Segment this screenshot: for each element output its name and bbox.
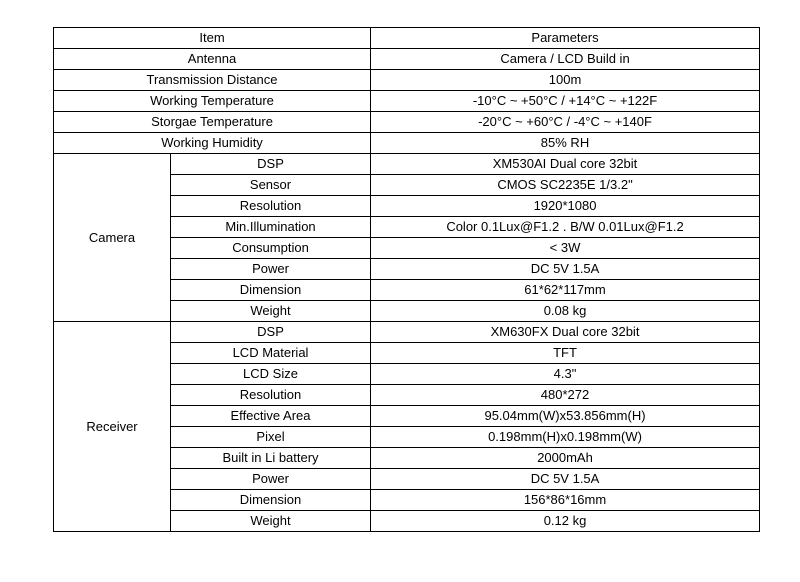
table-row: [54, 133, 760, 154]
row-value: 85% RH: [371, 133, 760, 154]
row-label: Power: [171, 259, 371, 280]
row-value: TFT: [371, 343, 760, 364]
row-value: DC 5V 1.5A: [371, 469, 760, 490]
row-label: Dimension: [171, 490, 371, 511]
row-value: -20°C ~ +60°C / -4°C ~ +140F: [371, 112, 760, 133]
table-row: [54, 322, 760, 343]
row-value: Camera / LCD Build in: [371, 49, 760, 70]
row-label: Pixel: [171, 427, 371, 448]
row-value: 2000mAh: [371, 448, 760, 469]
row-label: Weight: [171, 511, 371, 532]
row-label: Min.Illumination: [171, 217, 371, 238]
row-value: 0.198mm(H)x0.198mm(W): [371, 427, 760, 448]
row-label: Dimension: [171, 280, 371, 301]
row-label: Transmission Distance: [54, 70, 371, 91]
spec-table: [53, 27, 760, 532]
row-value: XM630FX Dual core 32bit: [371, 322, 760, 343]
row-value: 61*62*117mm: [371, 280, 760, 301]
row-value: -10°C ~ +50°C / +14°C ~ +122F: [371, 91, 760, 112]
row-value: CMOS SC2235E 1/3.2": [371, 175, 760, 196]
header-item: Item: [54, 28, 371, 49]
group-label-camera: Camera: [54, 154, 171, 322]
row-label: Effective Area: [171, 406, 371, 427]
row-label: DSP: [171, 322, 371, 343]
row-value: 95.04mm(W)x53.856mm(H): [371, 406, 760, 427]
row-label: Resolution: [171, 385, 371, 406]
row-value: 156*86*16mm: [371, 490, 760, 511]
table-row: [54, 91, 760, 112]
row-label: DSP: [171, 154, 371, 175]
table-row: [54, 154, 760, 175]
row-label: Storgae Temperature: [54, 112, 371, 133]
row-label: LCD Size: [171, 364, 371, 385]
table-row: [54, 70, 760, 91]
row-label: Consumption: [171, 238, 371, 259]
group-label-receiver: Receiver: [54, 322, 171, 532]
row-value: < 3W: [371, 238, 760, 259]
row-label: Power: [171, 469, 371, 490]
table-row: [54, 49, 760, 70]
row-label: Sensor: [171, 175, 371, 196]
row-value: 0.12 kg: [371, 511, 760, 532]
table-header-row: [54, 28, 760, 49]
table-row: [54, 112, 760, 133]
header-parameters: Parameters: [371, 28, 760, 49]
row-label: Resolution: [171, 196, 371, 217]
row-label: Working Humidity: [54, 133, 371, 154]
row-value: 0.08 kg: [371, 301, 760, 322]
row-value: DC 5V 1.5A: [371, 259, 760, 280]
row-value: 4.3": [371, 364, 760, 385]
row-label: Built in Li battery: [171, 448, 371, 469]
row-value: 480*272: [371, 385, 760, 406]
row-label: Antenna: [54, 49, 371, 70]
row-label: Working Temperature: [54, 91, 371, 112]
row-label: LCD Material: [171, 343, 371, 364]
row-value: 1920*1080: [371, 196, 760, 217]
row-value: XM530AI Dual core 32bit: [371, 154, 760, 175]
row-label: Weight: [171, 301, 371, 322]
row-value: 100m: [371, 70, 760, 91]
row-value: Color 0.1Lux@F1.2 . B/W 0.01Lux@F1.2: [371, 217, 760, 238]
